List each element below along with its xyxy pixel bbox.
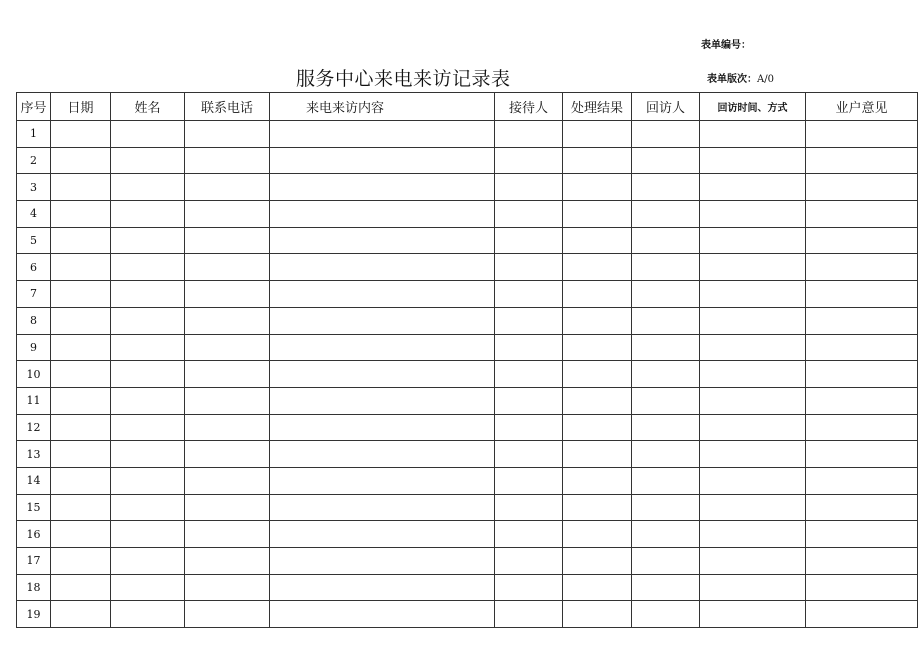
table-row: [17, 147, 918, 174]
cell-content[interactable]: [270, 201, 495, 228]
cell-receiver[interactable]: [495, 521, 563, 548]
cell-result[interactable]: [563, 361, 632, 388]
cell-phone[interactable]: [185, 227, 270, 254]
cell-opinion[interactable]: [806, 147, 918, 174]
table-row: [17, 387, 918, 414]
cell-date[interactable]: [51, 254, 111, 281]
cell-name[interactable]: [111, 574, 185, 601]
cell-opinion[interactable]: [806, 521, 918, 548]
cell-visitor[interactable]: [632, 414, 700, 441]
cell-result[interactable]: [563, 521, 632, 548]
cell-date[interactable]: [51, 147, 111, 174]
cell-name[interactable]: [111, 494, 185, 521]
cell-content[interactable]: [270, 281, 495, 308]
cell-receiver[interactable]: [495, 147, 563, 174]
cell-content[interactable]: [270, 334, 495, 361]
cell-visit-time[interactable]: [700, 521, 806, 548]
cell-visit-time[interactable]: [700, 254, 806, 281]
cell-visitor[interactable]: [632, 574, 700, 601]
cell-visit-time[interactable]: [700, 548, 806, 575]
cell-phone[interactable]: [185, 467, 270, 494]
cell-visitor[interactable]: [632, 601, 700, 628]
cell-opinion[interactable]: [806, 601, 918, 628]
cell-opinion[interactable]: [806, 227, 918, 254]
cell-phone[interactable]: [185, 121, 270, 148]
cell-opinion[interactable]: [806, 548, 918, 575]
column-header-date: 日期: [51, 93, 111, 121]
cell-opinion[interactable]: [806, 174, 918, 201]
cell-receiver[interactable]: [495, 441, 563, 468]
cell-content[interactable]: [270, 227, 495, 254]
cell-opinion[interactable]: [806, 494, 918, 521]
cell-result[interactable]: [563, 334, 632, 361]
row-seq: 11: [17, 387, 51, 414]
cell-date[interactable]: [51, 281, 111, 308]
row-seq: 15: [17, 494, 51, 521]
cell-phone[interactable]: [185, 254, 270, 281]
cell-content[interactable]: [270, 121, 495, 148]
cell-visitor[interactable]: [632, 174, 700, 201]
cell-phone[interactable]: [185, 334, 270, 361]
row-seq: 4: [17, 201, 51, 228]
record-table: [16, 92, 918, 628]
cell-content[interactable]: [270, 254, 495, 281]
cell-visit-time[interactable]: [700, 361, 806, 388]
cell-content[interactable]: [270, 467, 495, 494]
cell-content[interactable]: [270, 147, 495, 174]
cell-visitor[interactable]: [632, 548, 700, 575]
cell-result[interactable]: [563, 121, 632, 148]
cell-visit-time[interactable]: [700, 307, 806, 334]
column-header-receiver: 接待人: [495, 93, 563, 121]
form-number-label: 表单编号：: [701, 40, 751, 51]
cell-receiver[interactable]: [495, 201, 563, 228]
table-body: [17, 121, 918, 628]
table-row: [17, 227, 918, 254]
cell-result[interactable]: [563, 387, 632, 414]
cell-result[interactable]: [563, 601, 632, 628]
cell-name[interactable]: [111, 414, 185, 441]
cell-date[interactable]: [51, 361, 111, 388]
cell-visitor[interactable]: [632, 254, 700, 281]
cell-date[interactable]: [51, 227, 111, 254]
row-seq: 19: [17, 601, 51, 628]
cell-name[interactable]: [111, 387, 185, 414]
cell-visitor[interactable]: [632, 441, 700, 468]
cell-name[interactable]: [111, 281, 185, 308]
cell-visit-time[interactable]: [700, 387, 806, 414]
cell-opinion[interactable]: [806, 467, 918, 494]
cell-name[interactable]: [111, 307, 185, 334]
cell-name[interactable]: [111, 201, 185, 228]
table-row: [17, 441, 918, 468]
cell-opinion[interactable]: [806, 387, 918, 414]
cell-visit-time[interactable]: [700, 467, 806, 494]
table-row: [17, 467, 918, 494]
cell-content[interactable]: [270, 387, 495, 414]
row-seq: 1: [17, 121, 51, 148]
cell-content[interactable]: [270, 548, 495, 575]
cell-receiver[interactable]: [495, 254, 563, 281]
column-header-content: 来电来访内容: [270, 93, 495, 121]
column-header-result: 处理结果: [563, 93, 632, 121]
cell-receiver[interactable]: [495, 548, 563, 575]
row-seq: 8: [17, 307, 51, 334]
cell-opinion[interactable]: [806, 334, 918, 361]
cell-receiver[interactable]: [495, 174, 563, 201]
column-header-name: 姓名: [111, 93, 185, 121]
header-row: [17, 93, 918, 121]
cell-receiver[interactable]: [495, 574, 563, 601]
cell-visitor[interactable]: [632, 361, 700, 388]
cell-receiver[interactable]: [495, 387, 563, 414]
cell-visit-time[interactable]: [700, 147, 806, 174]
cell-date[interactable]: [51, 574, 111, 601]
cell-result[interactable]: [563, 441, 632, 468]
cell-phone[interactable]: [185, 387, 270, 414]
cell-opinion[interactable]: [806, 307, 918, 334]
cell-content[interactable]: [270, 361, 495, 388]
row-seq: 6: [17, 254, 51, 281]
cell-content[interactable]: [270, 494, 495, 521]
cell-visit-time[interactable]: [700, 174, 806, 201]
cell-visit-time[interactable]: [700, 121, 806, 148]
row-seq: 5: [17, 227, 51, 254]
cell-result[interactable]: [563, 467, 632, 494]
cell-visitor[interactable]: [632, 281, 700, 308]
row-seq: 17: [17, 548, 51, 575]
table-row: [17, 414, 918, 441]
cell-phone[interactable]: [185, 494, 270, 521]
cell-result[interactable]: [563, 574, 632, 601]
cell-opinion[interactable]: [806, 254, 918, 281]
table-row: [17, 361, 918, 388]
cell-phone[interactable]: [185, 441, 270, 468]
cell-name[interactable]: [111, 121, 185, 148]
cell-opinion[interactable]: [806, 574, 918, 601]
cell-opinion[interactable]: [806, 414, 918, 441]
cell-name[interactable]: [111, 467, 185, 494]
cell-name[interactable]: [111, 147, 185, 174]
table-row: [17, 307, 918, 334]
cell-visitor[interactable]: [632, 307, 700, 334]
row-seq: 2: [17, 147, 51, 174]
cell-visitor[interactable]: [632, 201, 700, 228]
table-row: [17, 254, 918, 281]
cell-phone[interactable]: [185, 307, 270, 334]
cell-phone[interactable]: [185, 147, 270, 174]
row-seq: 9: [17, 334, 51, 361]
cell-date[interactable]: [51, 494, 111, 521]
cell-opinion[interactable]: [806, 281, 918, 308]
cell-content[interactable]: [270, 441, 495, 468]
row-seq: 3: [17, 174, 51, 201]
cell-phone[interactable]: [185, 414, 270, 441]
cell-name[interactable]: [111, 548, 185, 575]
cell-content[interactable]: [270, 601, 495, 628]
column-header-phone: 联系电话: [185, 93, 270, 121]
table-row: [17, 174, 918, 201]
cell-visit-time[interactable]: [700, 201, 806, 228]
cell-content[interactable]: [270, 414, 495, 441]
cell-date[interactable]: [51, 307, 111, 334]
cell-result[interactable]: [563, 254, 632, 281]
cell-visitor[interactable]: [632, 227, 700, 254]
cell-date[interactable]: [51, 467, 111, 494]
cell-date[interactable]: [51, 441, 111, 468]
column-header-seq: 序号: [17, 93, 51, 121]
form-version-label: 表单版次：: [707, 74, 757, 85]
cell-content[interactable]: [270, 521, 495, 548]
cell-result[interactable]: [563, 174, 632, 201]
cell-receiver[interactable]: [495, 227, 563, 254]
cell-visit-time[interactable]: [700, 601, 806, 628]
cell-phone[interactable]: [185, 521, 270, 548]
cell-receiver[interactable]: [495, 121, 563, 148]
cell-visitor[interactable]: [632, 521, 700, 548]
table-row: [17, 121, 918, 148]
form-version-value: A/0: [757, 74, 774, 85]
column-header-opinion: 业户意见: [806, 93, 918, 121]
cell-date[interactable]: [51, 201, 111, 228]
cell-phone[interactable]: [185, 174, 270, 201]
cell-date[interactable]: [51, 334, 111, 361]
cell-visit-time[interactable]: [700, 441, 806, 468]
cell-result[interactable]: [563, 201, 632, 228]
cell-visit-time[interactable]: [700, 494, 806, 521]
table-row: [17, 201, 918, 228]
table-row: [17, 601, 918, 628]
row-seq: 7: [17, 281, 51, 308]
cell-phone[interactable]: [185, 281, 270, 308]
row-seq: 14: [17, 467, 51, 494]
cell-phone[interactable]: [185, 548, 270, 575]
cell-date[interactable]: [51, 387, 111, 414]
cell-receiver[interactable]: [495, 307, 563, 334]
column-header-visitor: 回访人: [632, 93, 700, 121]
cell-result[interactable]: [563, 147, 632, 174]
cell-date[interactable]: [51, 548, 111, 575]
row-seq: 13: [17, 441, 51, 468]
cell-visit-time[interactable]: [700, 281, 806, 308]
cell-content[interactable]: [270, 574, 495, 601]
cell-opinion[interactable]: [806, 441, 918, 468]
cell-date[interactable]: [51, 601, 111, 628]
table-row: [17, 574, 918, 601]
cell-phone[interactable]: [185, 601, 270, 628]
cell-content[interactable]: [270, 174, 495, 201]
cell-name[interactable]: [111, 601, 185, 628]
cell-visitor[interactable]: [632, 121, 700, 148]
cell-result[interactable]: [563, 227, 632, 254]
table-row: [17, 521, 918, 548]
cell-visit-time[interactable]: [700, 227, 806, 254]
cell-receiver[interactable]: [495, 281, 563, 308]
cell-name[interactable]: [111, 334, 185, 361]
cell-visit-time[interactable]: [700, 574, 806, 601]
cell-receiver[interactable]: [495, 601, 563, 628]
cell-visitor[interactable]: [632, 494, 700, 521]
cell-opinion[interactable]: [806, 201, 918, 228]
cell-date[interactable]: [51, 121, 111, 148]
form-version: [707, 70, 774, 85]
cell-result[interactable]: [563, 281, 632, 308]
cell-result[interactable]: [563, 307, 632, 334]
cell-visitor[interactable]: [632, 467, 700, 494]
cell-result[interactable]: [563, 414, 632, 441]
cell-name[interactable]: [111, 441, 185, 468]
cell-phone[interactable]: [185, 574, 270, 601]
row-seq: 12: [17, 414, 51, 441]
cell-date[interactable]: [51, 174, 111, 201]
cell-receiver[interactable]: [495, 494, 563, 521]
cell-name[interactable]: [111, 254, 185, 281]
cell-opinion[interactable]: [806, 361, 918, 388]
column-header-visit-time: 回访时间、方式: [700, 93, 806, 121]
cell-date[interactable]: [51, 521, 111, 548]
row-seq: 16: [17, 521, 51, 548]
page-title: 服务中心来电来访记录表: [296, 68, 511, 90]
cell-receiver[interactable]: [495, 467, 563, 494]
cell-result[interactable]: [563, 548, 632, 575]
row-seq: 18: [17, 574, 51, 601]
cell-name[interactable]: [111, 174, 185, 201]
row-seq: 10: [17, 361, 51, 388]
cell-receiver[interactable]: [495, 414, 563, 441]
cell-phone[interactable]: [185, 201, 270, 228]
cell-name[interactable]: [111, 521, 185, 548]
cell-opinion[interactable]: [806, 121, 918, 148]
cell-content[interactable]: [270, 307, 495, 334]
cell-visitor[interactable]: [632, 387, 700, 414]
cell-receiver[interactable]: [495, 334, 563, 361]
cell-receiver[interactable]: [495, 361, 563, 388]
cell-phone[interactable]: [185, 361, 270, 388]
cell-date[interactable]: [51, 414, 111, 441]
table-row: [17, 494, 918, 521]
cell-result[interactable]: [563, 494, 632, 521]
table-row: [17, 548, 918, 575]
cell-visit-time[interactable]: [700, 414, 806, 441]
cell-visit-time[interactable]: [700, 334, 806, 361]
cell-name[interactable]: [111, 227, 185, 254]
table-row: [17, 281, 918, 308]
cell-visitor[interactable]: [632, 334, 700, 361]
table-row: [17, 334, 918, 361]
cell-visitor[interactable]: [632, 147, 700, 174]
cell-name[interactable]: [111, 361, 185, 388]
